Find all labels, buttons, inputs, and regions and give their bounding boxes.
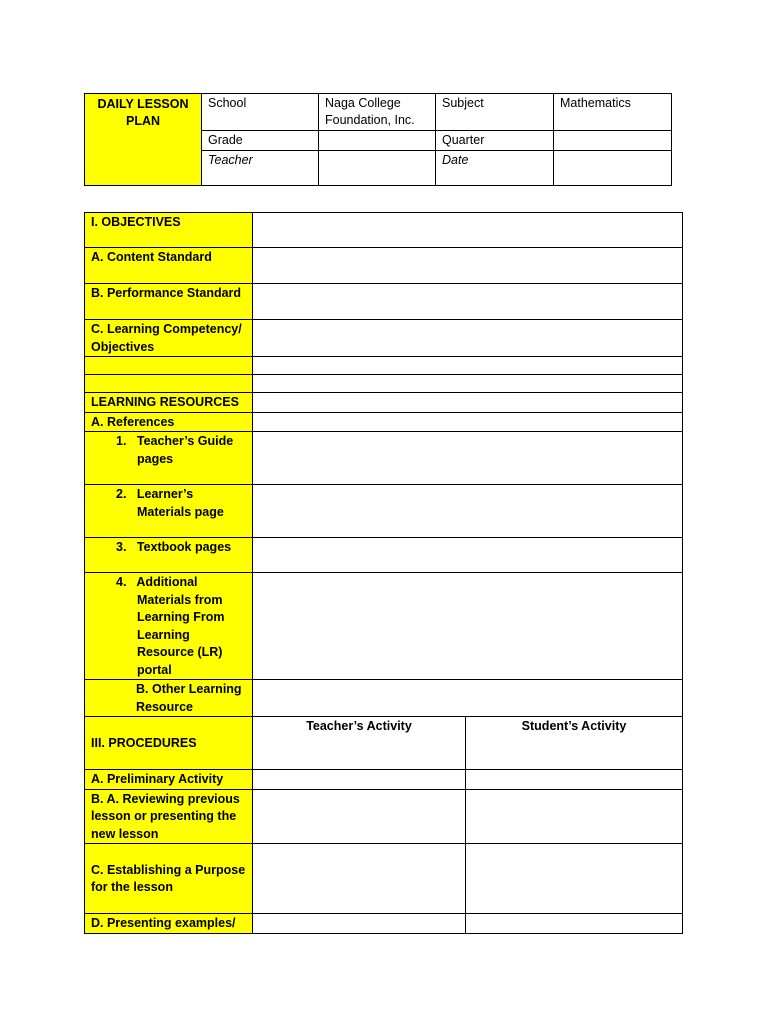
subject-label: Subject <box>436 94 554 131</box>
quarter-value <box>554 131 672 151</box>
lesson-plan-header-table <box>84 93 672 186</box>
reviewing-lesson-label: B. A. Reviewing previous lesson or presenting the new lesson <box>85 789 253 844</box>
additional-materials-label <box>85 573 253 680</box>
references-label: A. References <box>85 412 253 432</box>
presenting-student-cell <box>466 914 683 934</box>
learners-materials-value <box>253 485 683 538</box>
establishing-teacher-cell <box>253 844 466 914</box>
learning-competency-value <box>253 320 683 357</box>
students-activity-header: Student’s Activity <box>466 717 683 770</box>
objectives-value <box>253 213 683 248</box>
references-value <box>253 412 683 432</box>
teachers-activity-header: Teacher’s Activity <box>253 717 466 770</box>
teachers-guide-text: Teacher’s Guide pages <box>136 434 234 466</box>
additional-materials-value <box>253 573 683 680</box>
objectives-label: I. OBJECTIVES <box>85 213 253 248</box>
teachers-guide-number: 1. <box>116 434 127 448</box>
additional-materials-number: 4. <box>116 575 127 589</box>
learning-resources-value <box>253 393 683 413</box>
learners-materials-number: 2. <box>116 487 127 501</box>
other-learning-resource-label <box>85 680 253 717</box>
school-label: School <box>202 94 319 131</box>
blank-label-2 <box>85 375 253 393</box>
reviewing-student-cell <box>466 789 683 844</box>
textbook-pages-label <box>85 538 253 573</box>
other-learning-resource-text: B. Other Learning Resource <box>136 682 242 714</box>
preliminary-teacher-cell <box>253 770 466 790</box>
lesson-plan-main-table <box>84 212 683 934</box>
grade-label: Grade <box>202 131 319 151</box>
date-value <box>554 151 672 186</box>
performance-standard-label: B. Performance Standard <box>85 284 253 320</box>
reviewing-teacher-cell <box>253 789 466 844</box>
blank-value-2 <box>253 375 683 393</box>
learners-materials-label <box>85 485 253 538</box>
additional-materials-text: Additional Materials from Learning From Learning Resource (LR) portal <box>136 575 225 677</box>
establishing-student-cell <box>466 844 683 914</box>
blank-value-1 <box>253 357 683 375</box>
teacher-label: Teacher <box>202 151 319 186</box>
establishing-purpose-label: C. Establishing a Purpose for the lesson <box>85 844 253 914</box>
school-value: Naga College Foundation, Inc. <box>319 94 436 131</box>
performance-standard-value <box>253 284 683 320</box>
preliminary-activity-label: A. Preliminary Activity <box>85 770 253 790</box>
other-learning-resource-value <box>253 680 683 717</box>
presenting-examples-label: D. Presenting examples/ <box>85 914 253 934</box>
date-label: Date <box>436 151 554 186</box>
subject-value: Mathematics <box>554 94 672 131</box>
textbook-pages-text: Textbook pages <box>136 540 232 554</box>
presenting-teacher-cell <box>253 914 466 934</box>
procedures-label: III. PROCEDURES <box>85 717 253 770</box>
learning-resources-label: LEARNING RESOURCES <box>85 393 253 413</box>
grade-value <box>319 131 436 151</box>
textbook-pages-value <box>253 538 683 573</box>
blank-label-1 <box>85 357 253 375</box>
preliminary-student-cell <box>466 770 683 790</box>
teachers-guide-label <box>85 432 253 485</box>
content-standard-value <box>253 248 683 284</box>
textbook-pages-number: 3. <box>116 540 127 554</box>
quarter-label: Quarter <box>436 131 554 151</box>
content-standard-label: A. Content Standard <box>85 248 253 284</box>
lesson-plan-title: DAILY LESSON PLAN <box>85 94 202 186</box>
teachers-guide-value <box>253 432 683 485</box>
learning-competency-label: C. Learning Competency/ Objectives <box>85 320 253 357</box>
teacher-value <box>319 151 436 186</box>
learners-materials-text: Learner’s Materials page <box>136 487 224 519</box>
